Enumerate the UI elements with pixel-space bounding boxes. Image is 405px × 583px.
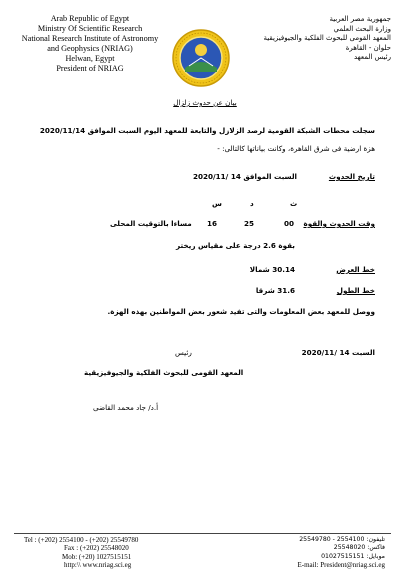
latitude-value: 30.14 شمالا <box>249 265 295 274</box>
closing-text: ووصل للمعهد بعض المعلومات والتى تفيد شعور بعض المواطنين بهذه الهزة. <box>107 307 375 316</box>
time-seconds: 00 <box>284 219 295 228</box>
intro-line-2: هزة ارضية فى شرق القاهرة، وكانت بياناتها كالتالى: - <box>217 144 375 153</box>
footer-email[interactable]: E-mail: President@nriag.sci.eg <box>297 561 385 570</box>
header-english-line: Arab Republic of Egypt <box>50 14 130 23</box>
signature-title: رئيس <box>175 348 192 357</box>
header-english-line: National Research Institute of Astronomy <box>21 34 159 43</box>
signature-institute: المعهد القومى للبحوث الفلكية والجيوفيزيقية <box>84 368 244 377</box>
longitude-label: خط الطول <box>336 286 375 295</box>
footer-tel: Tel : (+202) 2554100 - (+202) 25549780 <box>24 536 139 544</box>
header-arabic-line: جمهورية مصر العربية <box>329 15 391 23</box>
header-arabic-line: رئيس المعهد <box>354 53 391 61</box>
time-hours: 16 <box>207 219 218 228</box>
date-label: تاريخ الحدوث <box>328 172 375 181</box>
header-arabic-line: وزارة البحث العلمي <box>333 24 391 33</box>
footer-english <box>24 536 138 570</box>
header-english-line: and Geophysics (NRIAG) <box>47 44 133 53</box>
header-english-line: Ministry Of Scientific Research <box>37 24 143 33</box>
footer-website[interactable]: http:\\ www.nriag.sci.eg <box>64 561 132 570</box>
footer-divider <box>14 533 391 534</box>
document-title: بيان عن حدوث زلزال <box>173 98 237 107</box>
date-value: السبت الموافق 14 /2020/11 <box>193 172 297 181</box>
latitude-label: خط العرض <box>336 265 375 274</box>
time-minutes: 25 <box>244 219 255 228</box>
header-english <box>20 14 160 74</box>
intro-line-1: سجلت محطات الشبكة القومية لرصد الزلازل والتابعة للمعهد اليوم السبت الموافق 2020/11/14 <box>39 126 375 135</box>
time-label: وقت الحدوث والقوة <box>303 219 375 228</box>
time-col-seconds: ث <box>290 199 298 208</box>
longitude-value: 31.6 شرقا <box>255 286 295 295</box>
footer-ar-tel: تليفون: 2554100 - 25549780 <box>299 536 385 543</box>
footer-fax: Fax : (+202) 25548020 <box>64 544 129 553</box>
footer-mob: Mob: (+20) 1027515151 <box>62 552 132 561</box>
footer-ar-fax: فاكس: 25548020 <box>333 544 385 552</box>
footer-ar-mob: موبايل: 01027515151 <box>321 552 385 560</box>
signature-name: أ.د/ جاد محمد القاضى <box>93 403 159 412</box>
nriag-logo <box>171 28 231 88</box>
signature-date: السبت 14 /2020/11 <box>301 348 375 357</box>
header-arabic-line: حلوان - القاهرة <box>345 43 391 52</box>
time-col-minutes: د <box>250 199 254 208</box>
header-english-line: President of NRIAG <box>56 64 124 73</box>
time-suffix: مساءا بالتوقيت المحلى <box>110 219 192 228</box>
header-arabic <box>263 15 391 63</box>
nriag-seal-icon <box>171 28 231 88</box>
time-col-hours: س <box>212 199 222 208</box>
footer-arabic <box>297 536 385 570</box>
header-arabic-line: المعهد القومى للبحوث الفلكية والجيوفيزيقية <box>263 34 391 42</box>
header-english-line: Helwan, Egypt <box>65 54 115 63</box>
magnitude: بقوة 2.6 درجة على مقياس ريختر <box>176 241 295 250</box>
